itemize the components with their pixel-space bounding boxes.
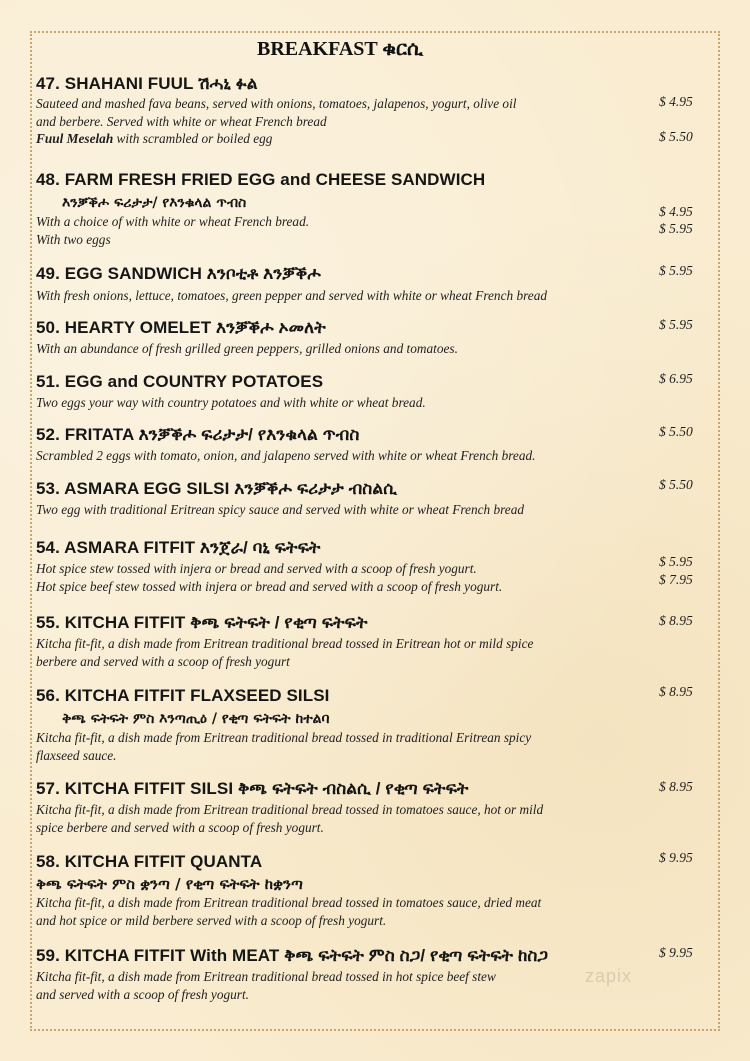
item-price: $ 9.95 — [659, 850, 693, 865]
item-price: $ 9.95 — [659, 945, 693, 960]
item-name: 53. ASMARA EGG SILSI እንቓቕሖ ፍሪታታ ብስልሲ — [36, 479, 397, 498]
item-name: 58. KITCHA FITFIT QUANTA — [36, 852, 263, 871]
item-price: $ 5.95 — [659, 317, 693, 332]
item-description: With an abundance of fresh grilled green peppers, grilled onions and tomatoes. — [36, 341, 458, 356]
item-description: Kitcha fit-fit, a dish made from Eritrean traditional bread tossed in Eritrean hot or mild spice berbere and served with a scoop of fresh yogurt — [36, 636, 534, 669]
menu-item-47 — [36, 74, 656, 148]
item-description: With a choice of with white or wheat French bread. With two eggs — [36, 214, 310, 247]
item-price: $ 5.95 — [659, 554, 693, 569]
item-price: $ 8.95 — [659, 779, 693, 794]
item-description: With fresh onions, lettuce, tomatoes, green pepper and served with white or wheat French bread — [36, 288, 547, 303]
item-name: 54. ASMARA FITFIT እንጀራ/ ባኒ ፍትፍት — [36, 538, 321, 557]
item-price: $ 4.95 — [659, 94, 693, 109]
menu-item-59 — [36, 946, 656, 1003]
item-description: Kitcha fit-fit, a dish made from Eritrean traditional bread tossed in hot spice beef stew and served with a scoop of fresh yogurt. — [36, 969, 496, 1002]
item-description: Sauteed and mashed fava beans, served with onions, tomatoes, jalapenos, yogurt, olive oil and berbere. Served with white or wheat French bread Fuul Meselah with scrambled or boiled egg — [36, 96, 517, 146]
item-name: 51. EGG and COUNTRY POTATOES — [36, 372, 324, 391]
item-price: $ 8.95 — [659, 684, 693, 699]
menu-item-56 — [36, 686, 656, 764]
item-price: $ 4.95 — [659, 204, 693, 219]
menu-item-49 — [36, 264, 656, 305]
item-description: Two eggs your way with country potatoes and with white or wheat bread. — [36, 395, 426, 410]
item-name: 56. KITCHA FITFIT FLAXSEED SILSI — [36, 686, 330, 705]
item-name: 57. KITCHA FITFIT SILSI ቅጫ ፍትፍት ብስልሲ / የቂጣ ፍትፍት — [36, 779, 469, 798]
item-price: $ 5.50 — [659, 477, 693, 492]
item-name: 55. KITCHA FITFIT ቅጫ ፍትፍት / የቂጣ ፍትፍት — [36, 613, 368, 632]
item-name: 59. KITCHA FITFIT With MEAT ቅጫ ፍትፍት ምስ ስጋ/ የቂጣ ፍትፍት ከስጋ — [36, 946, 549, 965]
item-price: $ 5.95 — [659, 263, 693, 278]
menu-item-54 — [36, 538, 656, 595]
item-description: Hot spice stew tossed with injera or bread and served with a scoop of fresh yogurt. Hot spice beef stew tossed with injera or bread and served with a scoop of fresh yogurt. — [36, 561, 503, 594]
watermark: zapix — [585, 966, 633, 986]
item-description: Kitcha fit-fit, a dish made from Eritrean traditional bread tossed in traditional Eritrean spicy flaxseed sauce. — [36, 730, 532, 763]
item-description: Kitcha fit-fit, a dish made from Eritrean traditional bread tossed in tomatoes sauce, dried meat and hot spice or mild berbere served with a scoop of fresh yogurt. — [36, 895, 542, 928]
item-price: $ 5.95 — [659, 221, 693, 236]
page-title: BREAKFAST ቁርሲ — [257, 38, 424, 60]
item-name: 48. FARM FRESH FRIED EGG and CHEESE SANDWICH — [36, 170, 486, 189]
menu-item-57 — [36, 779, 656, 836]
item-price: $ 5.50 — [659, 129, 693, 144]
item-name: 47. SHAHANI FUUL ሽሓኒ ፉል — [36, 74, 258, 93]
menu-item-48 — [36, 170, 656, 248]
item-description: Two egg with traditional Eritrean spicy sauce and served with white or wheat French bread — [36, 502, 524, 517]
item-subtitle: ቅጫ ፍትፍት ምስ ቋንጣ / የቂጣ ፍትፍት ከቋንጣ — [36, 875, 303, 893]
item-subtitle: ቅጫ ፍትፍት ምስ እንጣጢዕ / የቂጣ ፍትፍት ከተልባ — [62, 711, 330, 727]
item-name: 50. HEARTY OMELET እንቓቕሖ ኦመለት — [36, 318, 326, 337]
menu-item-52 — [36, 425, 656, 465]
item-price: $ 8.95 — [659, 613, 693, 628]
menu-item-53 — [36, 479, 656, 519]
menu-item-55 — [36, 613, 656, 670]
item-name: 52. FRITATA እንቓቕሖ ፍሪታታ/ የእንቁላል ጥብስ — [36, 425, 360, 444]
item-subtitle: እንቓቕሖ ፍሪታታ/ የእንቁላል ጥብስ — [62, 195, 247, 211]
item-description: Kitcha fit-fit, a dish made from Eritrean traditional bread tossed in tomatoes sauce, hot or mild spice berbere and served with a scoop of fresh yogurt. — [36, 802, 544, 835]
menu-item-51 — [36, 372, 656, 412]
menu-item-58 — [36, 852, 656, 929]
menu-item-50 — [36, 318, 656, 358]
item-price: $ 6.95 — [659, 371, 693, 386]
item-price: $ 5.50 — [659, 424, 693, 439]
item-price: $ 7.95 — [659, 572, 693, 587]
item-description: Scrambled 2 eggs with tomato, onion, and jalapeno served with white or wheat French bread. — [36, 448, 536, 463]
item-name: 49. EGG SANDWICH እንቦቲቶ እንቓቕሖ — [36, 264, 321, 283]
